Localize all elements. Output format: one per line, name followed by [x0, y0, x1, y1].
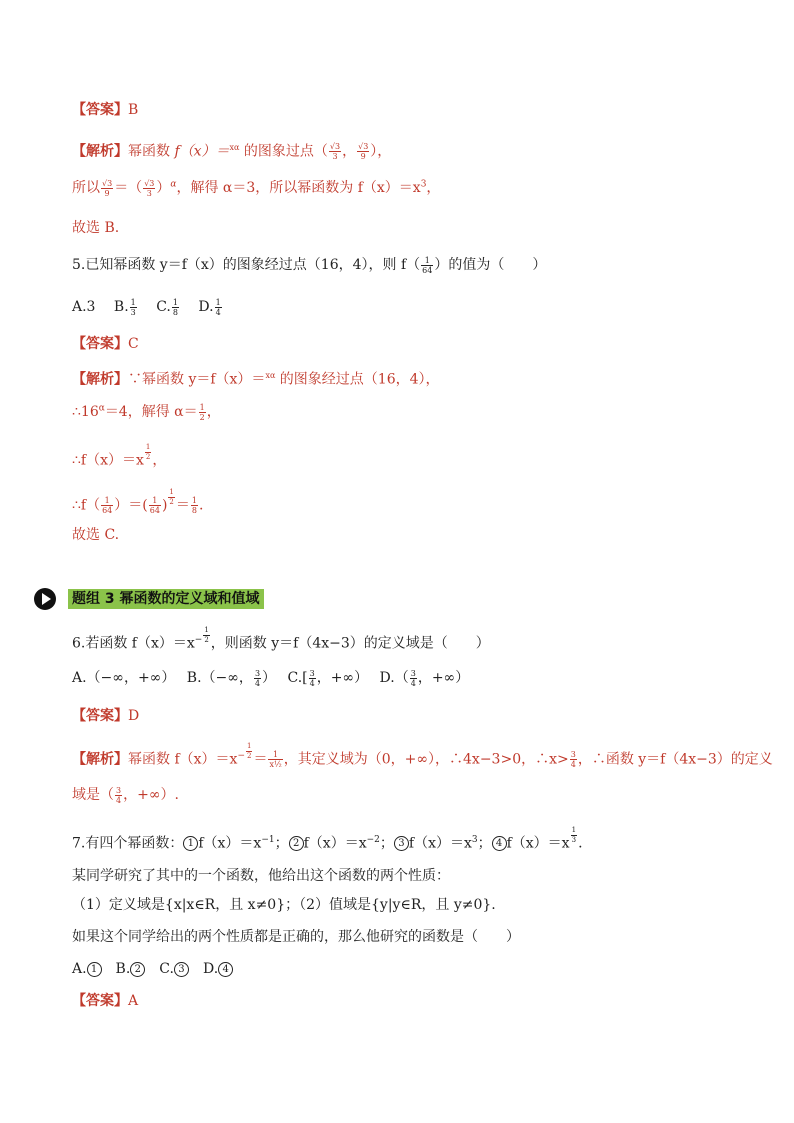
fraction-numerator: 3 — [116, 785, 122, 795]
answer-tag: 【答案】 — [72, 102, 128, 118]
solution-text: ， — [152, 452, 167, 469]
explanation-math: xα — [229, 143, 240, 152]
fraction-denominator: x½ — [269, 760, 282, 770]
question-text: f（x）＝x — [506, 835, 570, 852]
fraction-denominator: 4 — [215, 307, 221, 317]
section-title: 题组 3 幂函数的定义域和值域 — [68, 589, 264, 609]
fraction-denominator: 64 — [102, 506, 113, 516]
fraction — [143, 179, 155, 198]
question-7-line3 — [72, 895, 496, 915]
solution-text: ＝ — [175, 497, 190, 514]
fraction — [329, 142, 341, 161]
fraction-denominator: 2 — [169, 498, 174, 506]
solution-text: ∴f（ — [72, 497, 101, 514]
solution-text: ) — [161, 497, 168, 514]
explanation-line-q6-cont — [72, 785, 179, 805]
fraction-exponent — [571, 826, 577, 845]
question-text: （1）定义域是{x|x∈R，且 x≠0}；（2）值域是{y|y∈R，且 y≠0}. — [72, 897, 496, 913]
options-q6 — [72, 668, 469, 688]
solution-line-q4 — [72, 178, 440, 198]
option-text: B. — [101, 961, 131, 977]
option-text: C. — [137, 299, 171, 315]
option-text: D. — [179, 299, 214, 315]
fraction-denominator: 2 — [199, 412, 205, 422]
fraction — [421, 256, 433, 275]
solution-text: ）＝( — [114, 497, 148, 514]
fraction-denominator: 9 — [360, 152, 366, 162]
option-text: ） C.[ — [262, 670, 308, 686]
fraction-numerator: 1 — [215, 297, 221, 307]
fraction — [215, 298, 222, 317]
solution-text: ∴f（x）＝x — [72, 452, 144, 469]
fraction — [130, 298, 137, 317]
question-7-line2 — [72, 866, 450, 886]
fraction-numerator: 1 — [246, 742, 252, 750]
question-text: 某同学研究了其中的一个函数，他给出这个函数的两个性质： — [72, 868, 450, 884]
option-text: A. — [72, 961, 87, 977]
question-text: f（x）＝x — [198, 835, 262, 852]
question-text: 6.若函数 f（x）＝x — [72, 635, 195, 652]
fraction-numerator: 1 — [191, 496, 197, 506]
fraction-numerator: 1 — [571, 826, 577, 834]
fraction-numerator: 1 — [130, 297, 136, 307]
conclusion-line-q5 — [72, 525, 119, 545]
fraction — [254, 669, 261, 688]
explanation-text: ，+∞）. — [123, 787, 179, 803]
fraction — [172, 298, 179, 317]
fraction-denominator: 2 — [145, 453, 151, 461]
solution-text: . — [198, 497, 204, 514]
circled-number: 1 — [87, 962, 102, 977]
exponent: 3 — [471, 835, 478, 845]
question-text: ）的值为（ ） — [434, 257, 547, 273]
fraction-denominator: 8 — [172, 307, 178, 317]
question-text: 5.已知幂函数 y＝f（x）的图象经过点（16，4），则 f（ — [72, 257, 421, 273]
fraction — [309, 669, 316, 688]
circled-number: 2 — [289, 836, 304, 851]
solution-text: ，解得 α＝3，所以幂函数为 f（x）＝x — [176, 180, 421, 196]
question-text: f（x）＝x — [303, 835, 367, 852]
option-text: A.3 B. — [72, 299, 129, 315]
question-text: 如果这个同学给出的两个性质都是正确的，那么他研究的函数是（ ） — [72, 929, 520, 945]
explanation-text: 幂函数 — [128, 143, 175, 160]
answer-line-q7 — [72, 991, 138, 1011]
answer-tag: 【答案】 — [72, 993, 128, 1009]
circled-number: 3 — [174, 962, 189, 977]
answer-value: C — [128, 336, 139, 352]
question-text: 7.有四个幂函数： — [72, 835, 184, 852]
fraction-denominator: 4 — [309, 678, 315, 688]
answer-value: B — [128, 102, 139, 118]
fraction — [191, 496, 198, 515]
play-icon — [34, 588, 56, 610]
explanation-tag: 【解析】 — [72, 143, 128, 160]
question-text: f（x）＝x — [408, 835, 472, 852]
fraction-numerator: 1 — [199, 402, 205, 412]
solution-line-q5-b — [72, 443, 166, 471]
fraction-numerator: √3 — [358, 142, 369, 152]
option-text: A.（−∞，+∞） B.（−∞， — [72, 670, 253, 686]
answer-tag: 【答案】 — [72, 336, 128, 352]
fraction-denominator: 4 — [254, 678, 261, 688]
exponent: 3 — [420, 179, 427, 190]
question-5 — [72, 255, 546, 275]
circled-number: 4 — [218, 962, 233, 977]
exponent: −2 — [366, 835, 380, 845]
fraction-numerator: 3 — [410, 668, 416, 678]
question-text: ； — [379, 835, 394, 852]
question-7 — [72, 826, 583, 854]
fraction-denominator: 3 — [146, 188, 152, 198]
fraction-numerator: 1 — [145, 443, 151, 451]
fraction-denominator: 2 — [246, 752, 252, 760]
question-text: ； — [274, 835, 289, 852]
exponent-sign: − — [237, 751, 245, 761]
answer-line-q5 — [72, 334, 139, 354]
conclusion-text: 故选 B. — [72, 220, 120, 236]
explanation-line-q5 — [72, 366, 440, 390]
circled-number: 1 — [183, 836, 198, 851]
fraction-numerator: √3 — [144, 178, 155, 188]
fraction-denominator: 64 — [422, 265, 433, 275]
solution-text: ＝（ — [114, 180, 143, 196]
fraction-numerator: 1 — [101, 496, 113, 506]
fraction-numerator: 3 — [309, 668, 315, 678]
explanation-text: 域是（ — [72, 787, 114, 803]
solution-text: ∴16 — [72, 404, 99, 420]
explanation-line-q6 — [72, 742, 773, 770]
explanation-tag: 【解析】 — [72, 751, 128, 768]
fraction-exponent — [145, 443, 151, 462]
fraction-denominator: 3 — [332, 152, 338, 162]
solution-text: 所以 — [72, 180, 100, 196]
explanation-tag: 【解析】 — [72, 371, 128, 388]
fraction-denominator: 4 — [410, 678, 416, 688]
question-7-line4 — [72, 927, 520, 947]
fraction-exponent — [246, 742, 252, 761]
fraction — [268, 750, 282, 769]
fraction-numerator: 1 — [421, 256, 433, 266]
question-text: . — [578, 835, 583, 852]
answer-value: D — [128, 708, 140, 724]
fraction-denominator: 4 — [570, 760, 576, 770]
fraction — [199, 403, 206, 422]
fraction-numerator: 1 — [169, 488, 174, 496]
fraction-numerator: √3 — [329, 142, 341, 152]
fraction-denominator: 64 — [149, 506, 160, 516]
solution-text: ， — [426, 180, 441, 196]
answer-value: A — [128, 993, 139, 1009]
conclusion-line-q4 — [72, 218, 119, 238]
explanation-text: 幂函数 f（x）＝x — [128, 751, 238, 768]
question-6 — [72, 626, 490, 654]
solution-line-q5-a — [72, 402, 221, 422]
exponent: −1 — [261, 835, 275, 845]
fraction-numerator: 1 — [204, 626, 209, 634]
options-q5 — [72, 297, 223, 317]
explanation-text: 的图象经过点（16，4）， — [275, 371, 440, 388]
solution-text: ＝4，解得 α＝ — [104, 404, 198, 420]
conclusion-text: 故选 C. — [72, 527, 120, 543]
exponent-sign: − — [194, 635, 203, 645]
fraction-exponent — [168, 488, 174, 507]
explanation-text: ＝ — [253, 751, 268, 768]
fraction-numerator: 1 — [268, 750, 282, 760]
explanation-line-q4 — [72, 138, 391, 162]
fraction — [570, 750, 577, 769]
fraction — [115, 786, 122, 805]
exponent: α — [98, 403, 105, 414]
fraction-denominator: 9 — [104, 188, 110, 198]
question-text: ； — [477, 835, 492, 852]
answer-line-q6 — [72, 706, 139, 726]
exponent: α — [170, 179, 177, 190]
fraction-denominator: 2 — [204, 636, 209, 644]
option-text: D. — [188, 961, 219, 977]
circled-number: 4 — [492, 836, 507, 851]
fraction-numerator: 1 — [172, 297, 178, 307]
answer-tag: 【答案】 — [72, 708, 128, 724]
option-text: C. — [145, 961, 174, 977]
fraction-numerator: √3 — [102, 178, 113, 188]
explanation-math: xα — [265, 371, 276, 380]
fraction — [357, 142, 369, 161]
fraction-exponent — [203, 626, 209, 645]
fraction-denominator: 8 — [191, 506, 197, 516]
solution-text: ， — [206, 404, 221, 420]
separator: ， — [342, 143, 357, 160]
explanation-text: ）， — [370, 143, 392, 160]
solution-line-q5-c — [72, 488, 203, 516]
explanation-text: ，其定义域为（0，+∞），∴4x−3>0，∴x> — [283, 751, 569, 768]
fraction-numerator: 1 — [149, 496, 161, 506]
solution-text: ） — [156, 180, 171, 196]
fraction-numerator: 3 — [254, 668, 261, 678]
explanation-text: 的图象过点（ — [239, 143, 328, 160]
fraction-denominator: 3 — [130, 307, 136, 317]
options-q7 — [72, 959, 233, 979]
fraction-denominator: 3 — [571, 836, 577, 844]
option-text: ，+∞） — [417, 670, 470, 686]
explanation-text: ∵幂函数 y＝f（x）＝ — [128, 371, 266, 388]
fraction — [149, 496, 161, 515]
explanation-text: ，∴函数 y＝f（4x−3）的定义 — [577, 751, 773, 768]
fraction — [101, 496, 113, 515]
fraction — [410, 669, 417, 688]
option-text: ，+∞） D.（ — [316, 670, 409, 686]
answer-line-q4 — [72, 100, 138, 120]
fraction-numerator: 3 — [570, 750, 576, 760]
circled-number: 2 — [130, 962, 145, 977]
circled-number: 3 — [394, 836, 409, 851]
question-text: ，则函数 y＝f（4x−3）的定义域是（ ） — [210, 635, 490, 652]
explanation-math: f（x）＝ — [174, 143, 230, 160]
fraction — [101, 179, 113, 198]
fraction-denominator: 4 — [116, 795, 122, 805]
